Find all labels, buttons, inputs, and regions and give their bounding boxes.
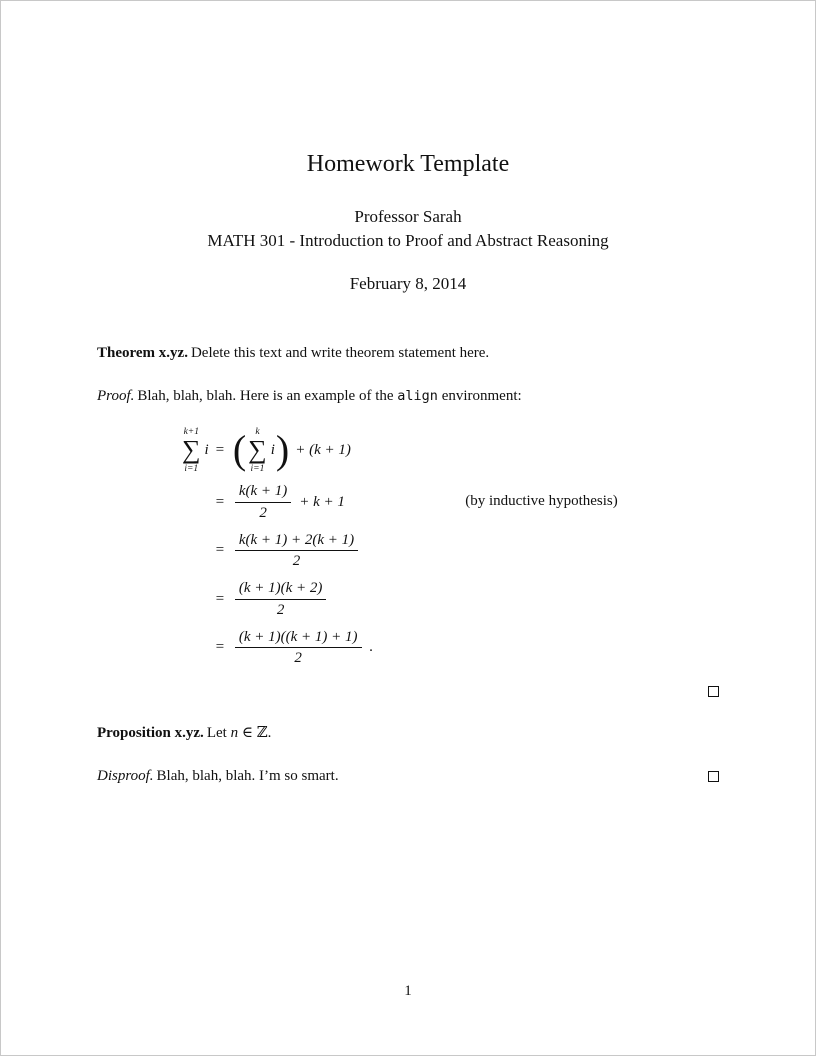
fraction-numerator: (k + 1)(k + 2) xyxy=(235,579,327,600)
page-number: 1 xyxy=(404,983,412,1000)
document-title: Homework Template xyxy=(306,151,510,177)
proof-text-after: environment: xyxy=(437,387,522,404)
fraction-denominator: 2 xyxy=(294,650,302,667)
sum-lower-limit: i=1 xyxy=(250,463,265,474)
proof-qed-row xyxy=(97,686,719,697)
sum-upper-limit: k+1 xyxy=(183,426,199,437)
disproof-paragraph xyxy=(97,766,719,788)
equation-1-tail: + (k + 1) xyxy=(295,441,351,458)
big-left-paren: ( xyxy=(232,427,247,473)
equals-sign: = xyxy=(214,590,225,607)
fraction xyxy=(235,579,327,620)
equation-1-lhs xyxy=(181,423,209,479)
equation-4-note xyxy=(373,595,617,603)
date-line: February 8, 2014 xyxy=(349,274,467,294)
equals-sign: = xyxy=(214,639,225,656)
document-header xyxy=(97,151,719,297)
summation-rhs xyxy=(248,427,267,475)
page-footer xyxy=(1,981,815,1003)
variable-n: n xyxy=(230,725,239,742)
author-name: Professor Sarah xyxy=(354,207,462,227)
disproof-text-wrap xyxy=(97,766,708,788)
equation-2-rhs xyxy=(209,478,374,527)
disproof-label: Disproof. xyxy=(97,767,154,784)
equation-1-note xyxy=(373,446,617,454)
equals-sign: = xyxy=(214,542,225,559)
theorem-text: Delete this text and write theorem statement here. xyxy=(190,345,490,362)
equation-2-tail: + k + 1 xyxy=(299,493,345,510)
sum-operator-icon: ∑ xyxy=(248,434,267,464)
fraction-denominator: 2 xyxy=(259,504,267,521)
fraction-numerator: (k + 1)((k + 1) + 1) xyxy=(235,628,362,649)
sum-operator-icon: ∑ xyxy=(182,434,201,464)
proposition-text-pre: Let xyxy=(206,725,231,742)
big-right-paren: ) xyxy=(275,427,290,473)
fraction xyxy=(235,628,362,669)
equation-4-rhs xyxy=(209,575,374,624)
fraction-denominator: 2 xyxy=(276,601,285,618)
disproof-text: Blah, blah, blah. I’m so smart. xyxy=(156,767,339,784)
summation-lhs xyxy=(182,427,201,475)
qed-box-icon xyxy=(708,686,719,697)
proof-label: Proof. xyxy=(97,387,135,404)
fraction-numerator: k(k + 1) + 2(k + 1) xyxy=(235,531,358,552)
sum-index-term: i xyxy=(204,441,209,458)
fraction xyxy=(235,482,291,523)
course-line: MATH 301 - Introduction to Proof and Abstract Reasoning xyxy=(207,231,609,251)
align-environment xyxy=(181,423,719,673)
equals-sign: = xyxy=(214,493,225,510)
theorem-label: Theorem x.yz. xyxy=(97,345,188,362)
fraction-numerator: k(k + 1) xyxy=(235,482,291,503)
proof-text-before: Blah, blah, blah. Here is an example of the xyxy=(137,387,398,404)
equation-3-note xyxy=(373,547,617,555)
qed-box-icon xyxy=(708,771,719,782)
sum-upper-limit: k xyxy=(255,426,260,437)
inductive-hypothesis-note: (by inductive hypothesis) xyxy=(465,493,618,510)
theorem-paragraph xyxy=(97,343,719,365)
equation-5-period: . xyxy=(369,639,374,656)
proposition-paragraph xyxy=(97,723,719,745)
sum-lower-limit: i=1 xyxy=(184,463,199,474)
equation-1-rhs xyxy=(209,423,374,479)
align-code-word: align xyxy=(397,387,438,404)
equation-3-rhs xyxy=(209,527,374,576)
fraction-denominator: 2 xyxy=(292,553,301,570)
equation-5-rhs xyxy=(209,624,374,673)
equals-sign: = xyxy=(214,441,225,458)
equation-5-note xyxy=(373,644,617,652)
proof-paragraph xyxy=(97,386,719,408)
proposition-label: Proposition x.yz. xyxy=(97,725,204,742)
fraction xyxy=(235,531,358,572)
sum-index-term: i xyxy=(270,441,275,458)
proposition-text-post: ∈ ℤ. xyxy=(238,725,272,742)
